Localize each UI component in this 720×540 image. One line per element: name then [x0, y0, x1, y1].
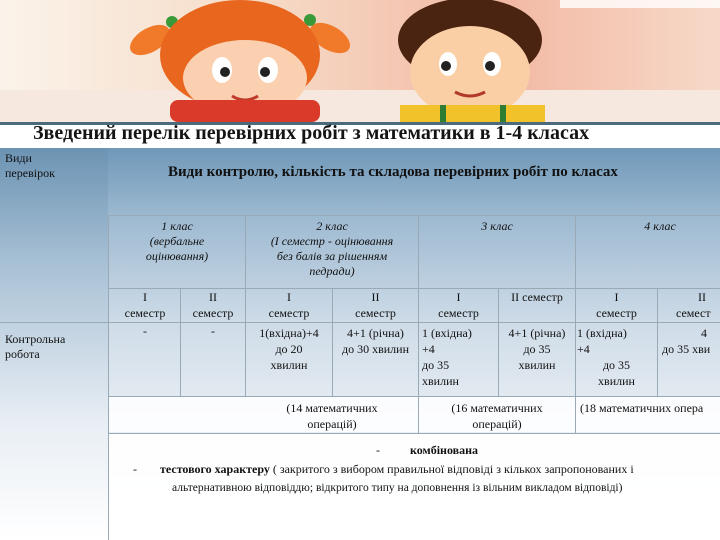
- sem-4-1-l2: семестр: [596, 306, 637, 320]
- sem-4-2-l1: ІІ: [698, 290, 706, 304]
- value-3-2-l1: 4+1 (річна): [508, 326, 566, 340]
- class-2-line3: без балів за рішенням: [276, 249, 388, 263]
- class-1-line2: (вербальне: [149, 234, 205, 248]
- value-2-2-l1: 4+1 (річна): [347, 326, 404, 340]
- note-line-3: альтернативною відповіддю; відкритого типу на доповнення із вільним викладом відповіді): [172, 482, 623, 494]
- sem-1-1-l2: семестр: [124, 306, 166, 320]
- value-4-1-l4: хвилин: [598, 374, 635, 388]
- row-label-line2: робота: [5, 347, 40, 361]
- sem-1-2-l2: семестр: [192, 306, 234, 320]
- value-3-2-l2: до 35: [523, 342, 551, 356]
- sem-3-1-l2: семестр: [438, 306, 479, 320]
- value-3-2-l3: хвилин: [518, 358, 556, 372]
- class-3-label: 3 клас: [481, 219, 513, 233]
- ops-3-l1: (16 математичних: [451, 401, 543, 415]
- value-4-1-l3: до 35: [602, 358, 631, 372]
- value-3-1-l4: хвилин: [422, 374, 459, 388]
- sem-1-2-l1: ІІ: [209, 290, 217, 304]
- page-title: Зведений перелік перевірних робіт з математики в 1-4 класах: [33, 122, 590, 144]
- value-2-1-l3: хвилин: [270, 358, 308, 372]
- value-4-2-l1: 4: [701, 326, 707, 340]
- note-test-rest: ( закритого з вибором правильної відповіді з кількох запропонованих і: [269, 462, 634, 476]
- value-4-1-l2: +4: [577, 342, 590, 356]
- value-1-1: -: [143, 324, 147, 338]
- sem-2-2-l1: ІІ: [371, 290, 380, 304]
- divider: [657, 288, 658, 396]
- class-2-line2: (І семестр - оцінювання: [270, 234, 394, 248]
- sem-4-1-l1: І: [614, 290, 619, 304]
- sem-2-2-l2: семестр: [355, 306, 396, 320]
- sem-2-1-l2: семестр: [268, 306, 310, 320]
- note-dash-2: -: [133, 462, 137, 476]
- value-3-1-l3: до 35: [422, 358, 450, 372]
- sem-3-2-l1: ІІ семестр: [511, 290, 563, 304]
- header-banner: [0, 0, 720, 122]
- value-2-2-l2: до 30 хвилин: [341, 342, 410, 356]
- row-header-line2: перевірок: [5, 166, 55, 180]
- title-bar: [0, 122, 720, 148]
- divider: [575, 215, 576, 433]
- class-2-line1: 2 клас: [316, 219, 348, 233]
- main-header: Види контролю, кількість та складова перевірних робіт по класах: [168, 164, 618, 180]
- ops-4-l1: (18 математичних опера: [580, 401, 704, 415]
- divider: [108, 215, 109, 540]
- value-3-1-l1: 1 (вхідна): [422, 326, 472, 340]
- ops-2-l1: (14 математичних: [286, 401, 378, 415]
- class-1-line3: оцінювання): [145, 249, 209, 263]
- value-2-1-l2: до 20: [275, 342, 303, 356]
- ops-2-l2: операцій): [307, 417, 357, 431]
- sem-2-1-l1: І: [287, 290, 291, 304]
- value-4-1-l1: 1 (вхідна): [577, 326, 627, 340]
- note-combined: комбінована: [410, 443, 479, 457]
- value-3-1-l2: +4: [422, 342, 435, 356]
- row-header-line1: Види: [5, 151, 32, 165]
- divider: [108, 215, 720, 216]
- divider: [108, 288, 720, 289]
- note-dash-1: -: [376, 443, 380, 457]
- divider: [108, 433, 720, 434]
- value-2-1-l1: 1(вхідна)+4: [259, 326, 319, 340]
- value-1-2: -: [211, 324, 215, 338]
- children-illustration: [0, 0, 720, 122]
- divider: [108, 396, 720, 397]
- note-test-bold: тестового характеру: [160, 462, 270, 476]
- value-4-2-l2: до 35 хви: [662, 342, 711, 356]
- class-1-line1: 1 клас: [161, 219, 193, 233]
- sem-1-1-l1: І: [143, 290, 147, 304]
- row-label-line1: Контрольна: [5, 332, 66, 346]
- ops-3-l2: операцій): [472, 417, 522, 431]
- sem-4-2-l2: семест: [676, 306, 711, 320]
- class-4-label: 4 клас: [644, 219, 676, 233]
- sem-3-1-l1: І: [456, 290, 461, 304]
- note-test-line: [160, 462, 720, 477]
- class-2-line4: педради): [309, 264, 355, 278]
